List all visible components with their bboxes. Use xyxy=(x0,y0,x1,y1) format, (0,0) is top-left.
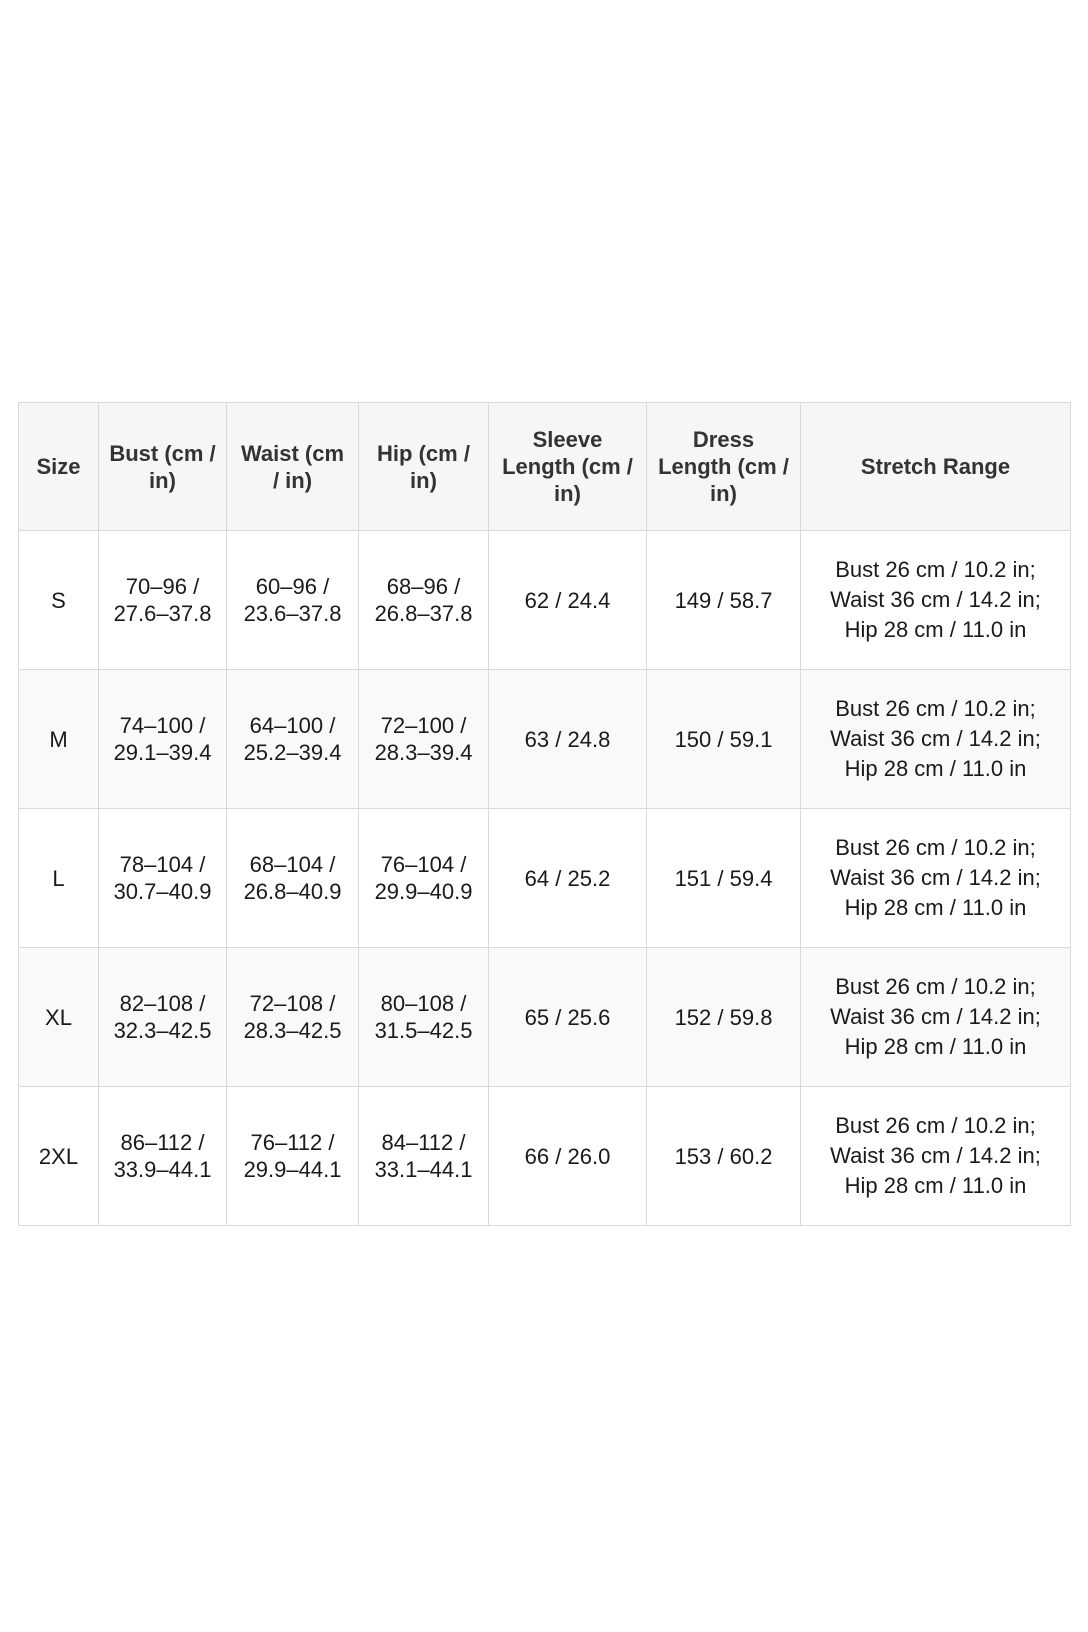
cell-size: M xyxy=(19,670,99,809)
cell-waist: 76–112 / 29.9–44.1 xyxy=(227,1087,359,1226)
size-chart xyxy=(18,402,1070,1226)
cell-size: 2XL xyxy=(19,1087,99,1226)
header-sleeve-length: Sleeve Length (cm / in) xyxy=(489,403,647,531)
cell-sleeve-length: 62 / 24.4 xyxy=(489,531,647,670)
cell-waist: 64–100 / 25.2–39.4 xyxy=(227,670,359,809)
cell-stretch-range: Bust 26 cm / 10.2 in; Waist 36 cm / 14.2 in; Hip 28 cm / 11.0 in xyxy=(801,1087,1071,1226)
cell-size: L xyxy=(19,809,99,948)
table-row xyxy=(19,809,1071,948)
size-chart-table xyxy=(18,402,1071,1226)
cell-bust: 86–112 / 33.9–44.1 xyxy=(99,1087,227,1226)
cell-dress-length: 153 / 60.2 xyxy=(647,1087,801,1226)
cell-stretch-range: Bust 26 cm / 10.2 in; Waist 36 cm / 14.2 in; Hip 28 cm / 11.0 in xyxy=(801,948,1071,1087)
cell-dress-length: 152 / 59.8 xyxy=(647,948,801,1087)
cell-sleeve-length: 65 / 25.6 xyxy=(489,948,647,1087)
header-dress-length: Dress Length (cm / in) xyxy=(647,403,801,531)
header-size: Size xyxy=(19,403,99,531)
header-hip: Hip (cm / in) xyxy=(359,403,489,531)
cell-sleeve-length: 64 / 25.2 xyxy=(489,809,647,948)
cell-waist: 60–96 / 23.6–37.8 xyxy=(227,531,359,670)
cell-stretch-range: Bust 26 cm / 10.2 in; Waist 36 cm / 14.2 in; Hip 28 cm / 11.0 in xyxy=(801,531,1071,670)
cell-hip: 84–112 / 33.1–44.1 xyxy=(359,1087,489,1226)
cell-size: S xyxy=(19,531,99,670)
cell-bust: 82–108 / 32.3–42.5 xyxy=(99,948,227,1087)
header-bust: Bust (cm / in) xyxy=(99,403,227,531)
header-waist: Waist (cm / in) xyxy=(227,403,359,531)
cell-sleeve-length: 66 / 26.0 xyxy=(489,1087,647,1226)
cell-stretch-range: Bust 26 cm / 10.2 in; Waist 36 cm / 14.2 in; Hip 28 cm / 11.0 in xyxy=(801,809,1071,948)
cell-stretch-range: Bust 26 cm / 10.2 in; Waist 36 cm / 14.2 in; Hip 28 cm / 11.0 in xyxy=(801,670,1071,809)
cell-size: XL xyxy=(19,948,99,1087)
table-row xyxy=(19,948,1071,1087)
table-row xyxy=(19,670,1071,809)
cell-waist: 68–104 / 26.8–40.9 xyxy=(227,809,359,948)
table-row xyxy=(19,531,1071,670)
cell-sleeve-length: 63 / 24.8 xyxy=(489,670,647,809)
cell-dress-length: 150 / 59.1 xyxy=(647,670,801,809)
cell-bust: 74–100 / 29.1–39.4 xyxy=(99,670,227,809)
header-row xyxy=(19,403,1071,531)
header-stretch-range: Stretch Range xyxy=(801,403,1071,531)
cell-dress-length: 151 / 59.4 xyxy=(647,809,801,948)
cell-waist: 72–108 / 28.3–42.5 xyxy=(227,948,359,1087)
cell-dress-length: 149 / 58.7 xyxy=(647,531,801,670)
table-row xyxy=(19,1087,1071,1226)
cell-hip: 80–108 / 31.5–42.5 xyxy=(359,948,489,1087)
cell-bust: 78–104 / 30.7–40.9 xyxy=(99,809,227,948)
cell-hip: 68–96 / 26.8–37.8 xyxy=(359,531,489,670)
cell-hip: 76–104 / 29.9–40.9 xyxy=(359,809,489,948)
cell-bust: 70–96 / 27.6–37.8 xyxy=(99,531,227,670)
cell-hip: 72–100 / 28.3–39.4 xyxy=(359,670,489,809)
